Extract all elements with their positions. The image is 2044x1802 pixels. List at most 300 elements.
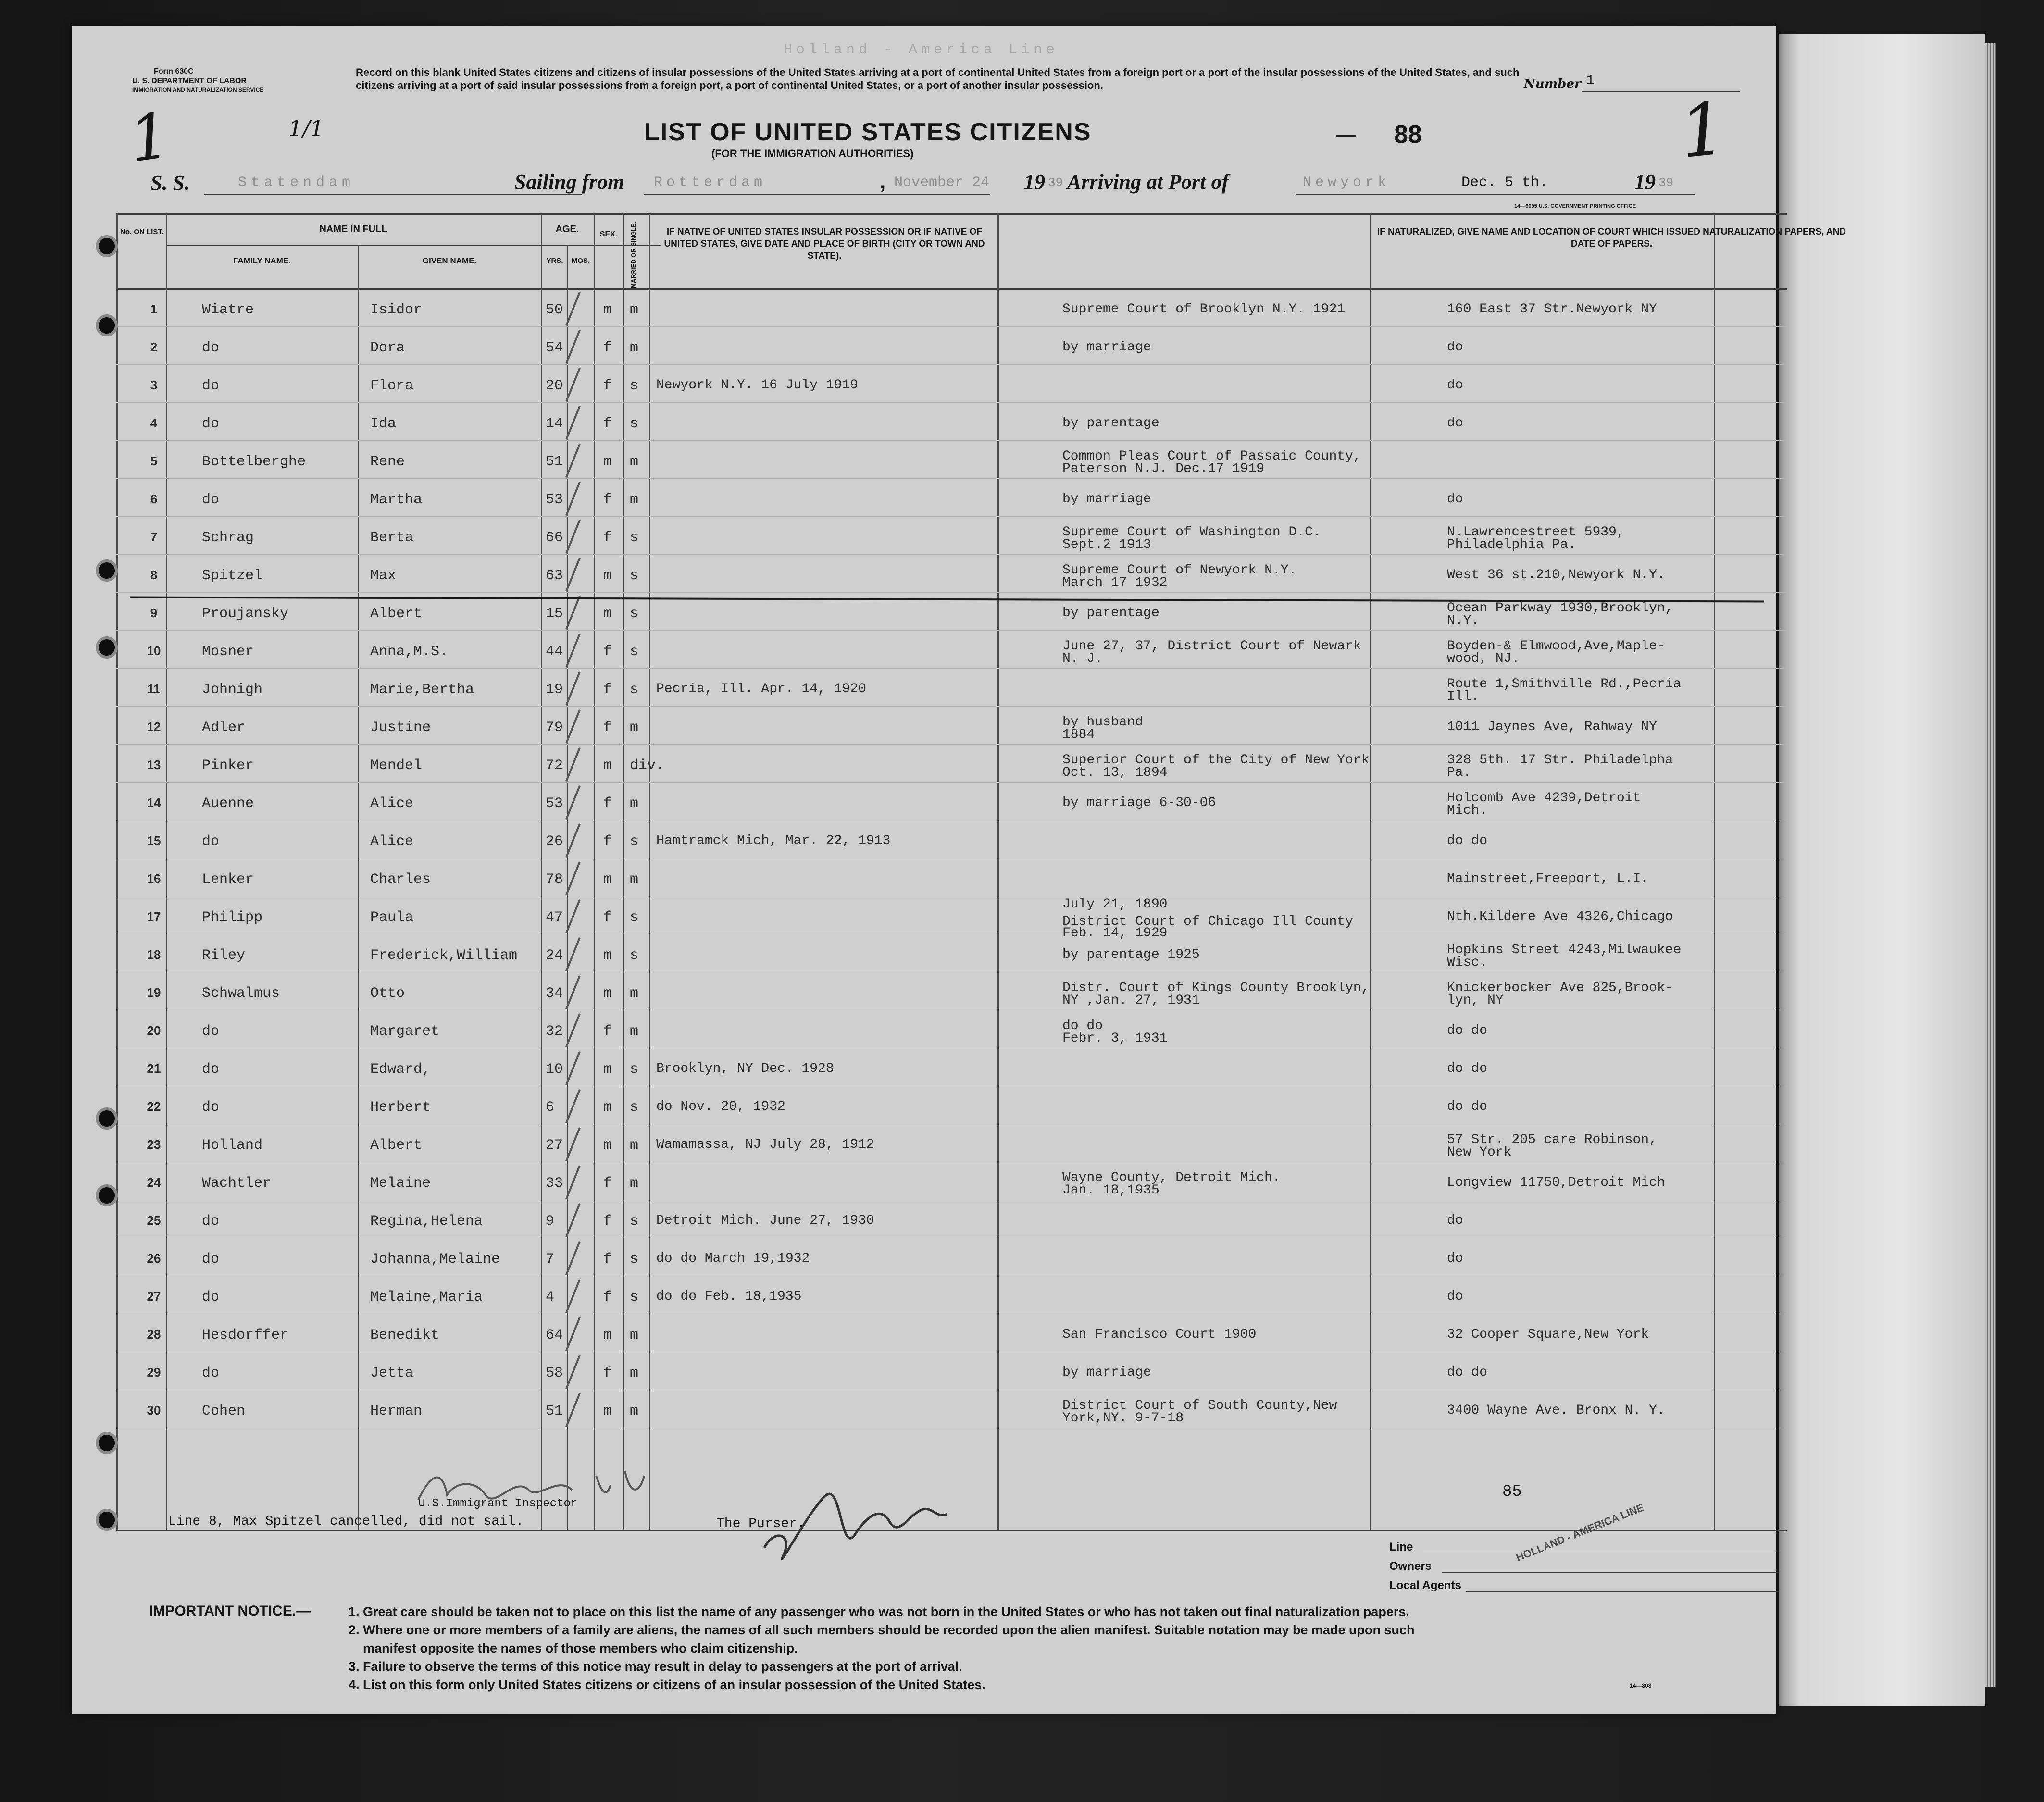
given-name: Edward, xyxy=(370,1061,431,1078)
page-title: LIST OF UNITED STATES CITIZENS xyxy=(644,118,1092,146)
given-name: Melaine xyxy=(370,1175,431,1192)
sex: m xyxy=(603,606,612,622)
line-label: Line xyxy=(1389,1541,1413,1553)
row-number: 28 xyxy=(147,1327,161,1342)
form-id: Form 630C xyxy=(154,67,194,75)
notice-2-cont: manifest opposite the names of those members who claim citizenship. xyxy=(363,1641,798,1655)
number-value: 1 xyxy=(1586,73,1595,88)
page-subtitle: (FOR THE IMMIGRATION AUTHORITIES) xyxy=(711,148,914,160)
row-number: 10 xyxy=(147,644,161,658)
arrival-year: 39 xyxy=(1658,175,1674,190)
col-line-family xyxy=(358,245,359,1530)
sex: f xyxy=(603,833,612,850)
age-years: 66 xyxy=(546,530,563,546)
sex: f xyxy=(603,720,612,736)
age-years: 63 xyxy=(546,568,563,584)
family-name: do xyxy=(202,1061,220,1078)
address: Ocean Parkway 1930,Brooklyn, xyxy=(1447,601,1673,616)
naturalization-info: July 21, 1890 xyxy=(1062,897,1168,912)
row-number: 24 xyxy=(147,1175,161,1190)
birth-info: Newyork N.Y. 16 July 1919 xyxy=(656,378,859,393)
given-name: Albert xyxy=(370,606,423,622)
row-number: 1 xyxy=(150,302,158,316)
sailing-date: November 24 xyxy=(894,174,990,191)
agents-label: Local Agents xyxy=(1389,1579,1461,1592)
naturalization-info: by parentage 1925 xyxy=(1062,947,1200,962)
naturalization-info: San Francisco Court 1900 xyxy=(1062,1327,1257,1342)
family-name: Hesdorffer xyxy=(202,1327,289,1343)
sex: f xyxy=(603,416,612,432)
marital-status: m xyxy=(630,492,639,508)
marital-status: s xyxy=(630,833,639,850)
family-name: Adler xyxy=(202,720,246,736)
age-years: 44 xyxy=(546,644,563,660)
col-line-left xyxy=(116,213,118,1530)
row-separator xyxy=(116,440,1787,441)
row-number: 4 xyxy=(150,416,158,430)
sex: m xyxy=(603,1099,612,1116)
inspector-label: U.S.Immigrant Inspector xyxy=(418,1497,578,1510)
naturalization-info: June 27, 37, District Court of Newark xyxy=(1062,639,1361,654)
marital-status: div. xyxy=(630,758,665,774)
naturalization-info-2: Oct. 13, 1894 xyxy=(1062,765,1168,780)
row-separator xyxy=(116,668,1787,669)
sailing-underline xyxy=(644,194,990,195)
sex: m xyxy=(603,1327,612,1343)
address-2: Philadelphia Pa. xyxy=(1447,537,1576,552)
row-number: 30 xyxy=(147,1403,161,1417)
arriving-label: Arriving at Port of xyxy=(1067,170,1229,194)
age-years: 51 xyxy=(546,1403,563,1419)
given-name: Marie,Bertha xyxy=(370,682,474,698)
notice-4: 4. List on this form only United States citizens or citizens of an insular possession of the United States. xyxy=(349,1678,985,1692)
notice-title: IMPORTANT NOTICE.— xyxy=(149,1603,311,1619)
marital-status: m xyxy=(630,1137,639,1154)
row-separator xyxy=(116,706,1787,707)
address: Knickerbocker Ave 825,Brook- xyxy=(1447,981,1673,995)
naturalization-info-2: NY ,Jan. 27, 1931 xyxy=(1062,993,1200,1008)
sex: m xyxy=(603,1403,612,1419)
age-years: 15 xyxy=(546,606,563,622)
col-sex: SEX. xyxy=(599,230,618,238)
family-name: do xyxy=(202,340,220,356)
family-name: do xyxy=(202,1023,220,1040)
age-years: 54 xyxy=(546,340,563,356)
col-line-sex xyxy=(623,213,624,1530)
sex: m xyxy=(603,871,612,888)
family-name: Cohen xyxy=(202,1403,246,1419)
given-name: Melaine,Maria xyxy=(370,1289,483,1305)
sex: f xyxy=(603,1213,612,1230)
col-line-nat xyxy=(1370,213,1371,1530)
naturalization-info-2: District Court of Chicago Ill County xyxy=(1062,914,1353,929)
ss-label: S. S. xyxy=(150,171,190,195)
given-name: Margaret xyxy=(370,1023,440,1040)
address: 32 Cooper Square,New York xyxy=(1447,1327,1649,1342)
marital-status: m xyxy=(630,1175,639,1192)
address: do xyxy=(1447,340,1463,355)
form-code: 14—808 xyxy=(1630,1682,1652,1689)
given-name: Benedikt xyxy=(370,1327,440,1343)
col-line-given xyxy=(541,213,542,1530)
col-line-married xyxy=(649,213,650,1530)
purser-label: The Purser. xyxy=(716,1516,805,1531)
marital-status: s xyxy=(630,530,639,546)
family-name: Pinker xyxy=(202,758,254,774)
sailing-label: Sailing from xyxy=(514,170,624,194)
naturalization-info-2: York,NY. 9-7-18 xyxy=(1062,1411,1184,1426)
row-number: 26 xyxy=(147,1251,161,1266)
row-separator xyxy=(116,516,1787,517)
row-number: 6 xyxy=(150,492,158,506)
family-name: Bottelberghe xyxy=(202,454,306,470)
sex: f xyxy=(603,909,612,926)
notice-1: 1. Great care should be taken not to place on this list the name of any passenger who was not born in the United States or who has not taken out final naturalization papers. xyxy=(349,1604,1409,1619)
row-number: 8 xyxy=(150,568,158,582)
age-years: 10 xyxy=(546,1061,563,1078)
row-number: 17 xyxy=(147,909,161,924)
list-number: 88 xyxy=(1394,121,1422,149)
given-name: Johanna,Melaine xyxy=(370,1251,500,1268)
sex: m xyxy=(603,1061,612,1078)
age-years: 51 xyxy=(546,454,563,470)
family-name: Johnigh xyxy=(202,682,263,698)
punch-hole xyxy=(99,562,115,579)
row-number: 3 xyxy=(150,378,158,392)
row-separator xyxy=(116,402,1787,403)
col-naturalized: IF NATURALIZED, GIVE NAME AND LOCATION OF COURT WHICH ISSUED NATURALIZATION PAPERS, AND DATE OF PAPERS. xyxy=(1377,227,1846,249)
address: do xyxy=(1447,492,1463,507)
row-number: 23 xyxy=(147,1137,161,1152)
age-years: 4 xyxy=(546,1289,555,1305)
row-number: 2 xyxy=(150,340,158,354)
sailing-port: Rotterdam xyxy=(654,174,767,191)
given-name: Herbert xyxy=(370,1099,431,1116)
marital-status: s xyxy=(630,416,639,432)
col-yrs: YRS. xyxy=(546,257,563,265)
naturalization-info: by marriage xyxy=(1062,340,1151,355)
address-2: wood, NJ. xyxy=(1447,651,1520,666)
naturalization-info: Wayne County, Detroit Mich. xyxy=(1062,1170,1281,1185)
address-2: Pa. xyxy=(1447,765,1471,780)
address: 1011 Jaynes Ave, Rahway NY xyxy=(1447,720,1657,734)
naturalization-info: by husband xyxy=(1062,715,1144,730)
age-years: 27 xyxy=(546,1137,563,1154)
cancel-note: Line 8, Max Spitzel cancelled, did not sail. xyxy=(168,1514,524,1529)
marital-status: m xyxy=(630,1023,639,1040)
family-name: Lenker xyxy=(202,871,254,888)
instructions-text: Record on this blank United States citizens and citizens of insular possessions of the United States arriving at a port of continental United States from a foreign port or a port of the insular possessions of the United States, and such citizens arriving at a port of said insular possessions from a foreign port, a port of continental United States, or a port of another insular possession. xyxy=(356,66,1520,91)
age-years: 20 xyxy=(546,378,563,394)
address: do do xyxy=(1447,1061,1488,1076)
marital-status: m xyxy=(630,454,639,470)
arrival-year-prefix: 19 xyxy=(1634,170,1656,194)
birth-info: Pecria, Ill. Apr. 14, 1920 xyxy=(656,682,866,696)
address: do do xyxy=(1447,1099,1488,1114)
manifest-page xyxy=(72,26,1846,1714)
family-name: do xyxy=(202,1251,220,1268)
row-separator xyxy=(116,364,1787,365)
family-name: Wachtler xyxy=(202,1175,272,1192)
notice-2: 2. Where one or more members of a family are aliens, the names of all such members should be recorded upon the alien manifest. Suitable notation may be made upon such xyxy=(349,1623,1415,1637)
punch-hole xyxy=(99,1110,115,1127)
marital-status: m xyxy=(630,720,639,736)
owners-underline xyxy=(1442,1572,1779,1573)
sex: m xyxy=(603,985,612,1002)
age-years: 6 xyxy=(546,1099,555,1116)
family-name: Spitzel xyxy=(202,568,263,584)
family-name: do xyxy=(202,416,220,432)
sex: f xyxy=(603,795,612,812)
family-name: Schrag xyxy=(202,530,254,546)
given-name: Regina,Helena xyxy=(370,1213,483,1230)
table-top-rule xyxy=(116,213,1787,215)
row-number: 21 xyxy=(147,1061,161,1076)
sex: f xyxy=(603,1289,612,1305)
family-name: do xyxy=(202,492,220,508)
address-2: lyn, NY xyxy=(1447,993,1504,1008)
naturalization-info-2: March 17 1932 xyxy=(1062,575,1168,590)
address: Route 1,Smithville Rd.,Pecria xyxy=(1447,677,1682,692)
row-number: 29 xyxy=(147,1365,161,1379)
col-no: No. ON LIST. xyxy=(120,228,163,236)
address: do xyxy=(1447,416,1463,431)
birth-info: Wamamassa, NJ July 28, 1912 xyxy=(656,1137,874,1152)
service: IMMIGRATION AND NATURALIZATION SERVICE xyxy=(132,87,264,93)
family-name: Holland xyxy=(202,1137,263,1154)
punch-hole xyxy=(99,1435,115,1451)
naturalization-info-3: Feb. 14, 1929 xyxy=(1062,926,1168,941)
row-number: 18 xyxy=(147,947,161,962)
hand-mark-small: 1/1 xyxy=(288,115,324,141)
given-name: Mendel xyxy=(370,758,423,774)
dash-mark xyxy=(1336,135,1356,137)
family-name: Wiatre xyxy=(202,302,254,318)
given-name: Berta xyxy=(370,530,414,546)
hand-mark-right: 1 xyxy=(1676,87,1731,175)
sex: f xyxy=(603,1365,612,1381)
marital-status: m xyxy=(630,985,639,1002)
naturalization-info-2: N. J. xyxy=(1062,651,1103,666)
address: do do xyxy=(1447,1023,1488,1038)
family-name: do xyxy=(202,1289,220,1305)
owners-label: Owners xyxy=(1389,1560,1432,1573)
row-number: 5 xyxy=(150,454,158,468)
adjacent-pages-edge xyxy=(1779,34,1985,1706)
notice-3: 3. Failure to observe the terms of this notice may result in delay to passengers at the port of arrival. xyxy=(349,1659,962,1674)
naturalization-info: by marriage xyxy=(1062,492,1151,507)
given-name: Martha xyxy=(370,492,423,508)
sex: m xyxy=(603,1137,612,1154)
address: do xyxy=(1447,1213,1463,1228)
row-number: 13 xyxy=(147,758,161,772)
sailing-year: 39 xyxy=(1048,175,1063,190)
marital-status: s xyxy=(630,947,639,964)
given-name: Isidor xyxy=(370,302,423,318)
birth-info: Hamtramck Mich, Mar. 22, 1913 xyxy=(656,833,891,848)
age-years: 33 xyxy=(546,1175,563,1192)
family-name: Philipp xyxy=(202,909,263,926)
marital-status: s xyxy=(630,1213,639,1230)
punch-hole xyxy=(99,639,115,656)
naturalization-info: Supreme Court of Newyork N.Y. xyxy=(1062,563,1297,578)
col-family: FAMILY NAME. xyxy=(233,256,291,265)
marital-status: m xyxy=(630,795,639,812)
naturalization-info: do do xyxy=(1062,1019,1103,1033)
sex: m xyxy=(603,454,612,470)
arrival-port: Newyork xyxy=(1303,174,1391,191)
marital-status: m xyxy=(630,1327,639,1343)
naturalization-info: by parentage xyxy=(1062,416,1159,431)
punch-hole xyxy=(99,238,115,254)
marital-status: s xyxy=(630,1289,639,1305)
naturalization-info-2: Febr. 3, 1931 xyxy=(1062,1031,1168,1046)
row-number: 15 xyxy=(147,833,161,848)
given-name: Rene xyxy=(370,454,405,470)
punch-hole xyxy=(99,317,115,334)
sex: f xyxy=(603,492,612,508)
family-name: do xyxy=(202,833,220,850)
age-years: 72 xyxy=(546,758,563,774)
address: 328 5th. 17 Str. Philadelpha xyxy=(1447,753,1673,768)
sex: m xyxy=(603,302,612,318)
age-years: 34 xyxy=(546,985,563,1002)
given-name: Jetta xyxy=(370,1365,414,1381)
age-years: 9 xyxy=(546,1213,555,1230)
col-line-addr xyxy=(1714,213,1715,1530)
age-years: 7 xyxy=(546,1251,555,1268)
age-years: 58 xyxy=(546,1365,563,1381)
family-name: do xyxy=(202,1213,220,1230)
marital-status: s xyxy=(630,1099,639,1116)
given-name: Flora xyxy=(370,378,414,394)
given-name: Anna,M.S. xyxy=(370,644,449,660)
address: do do xyxy=(1447,833,1488,848)
marital-status: m xyxy=(630,302,639,318)
address: Longview 11750,Detroit Mich xyxy=(1447,1175,1665,1190)
sex: f xyxy=(603,340,612,356)
marital-status: m xyxy=(630,340,639,356)
punch-hole xyxy=(99,1512,115,1528)
col-line-mos xyxy=(594,213,595,1530)
family-name: Schwalmus xyxy=(202,985,280,1002)
marital-status: m xyxy=(630,871,639,888)
address: do do xyxy=(1447,1365,1488,1380)
row-number: 9 xyxy=(150,606,158,620)
naturalization-info: Distr. Court of Kings County Brooklyn, xyxy=(1062,981,1370,995)
row-number: 7 xyxy=(150,530,158,544)
marital-status: s xyxy=(630,606,639,622)
marital-status: s xyxy=(630,1251,639,1268)
page-count: 85 xyxy=(1502,1483,1522,1501)
row-separator xyxy=(116,478,1787,479)
address-2: N.Y. xyxy=(1447,613,1480,628)
age-years: 26 xyxy=(546,833,563,850)
age-years: 53 xyxy=(546,795,563,812)
address: N.Lawrencestreet 5939, xyxy=(1447,525,1625,540)
family-name: Proujansky xyxy=(202,606,289,622)
ship-name: Statendam xyxy=(238,174,355,191)
col-mos: MOS. xyxy=(571,257,590,265)
col-birth: IF NATIVE OF UNITED STATES INSULAR POSSESSION OR IF NATIVE OF UNITED STATES, GIVE DATE AND PLACE OF BIRTH (CITY OR TOWN AND STATE). xyxy=(664,227,985,261)
row-number: 27 xyxy=(147,1289,161,1304)
given-name: Herman xyxy=(370,1403,423,1419)
sex: m xyxy=(603,947,612,964)
naturalization-info-2: Sept.2 1913 xyxy=(1062,537,1151,552)
marital-status: s xyxy=(630,378,639,394)
sex: f xyxy=(603,378,612,394)
holland-america-stamp: Holland - America Line xyxy=(784,42,1059,58)
address: 3400 Wayne Ave. Bronx N. Y. xyxy=(1447,1403,1665,1418)
address: Hopkins Street 4243,Milwaukee xyxy=(1447,943,1682,957)
row-separator xyxy=(116,554,1787,555)
naturalization-info-2: Jan. 18,1935 xyxy=(1062,1183,1159,1198)
agents-underline xyxy=(1466,1591,1779,1592)
naturalization-info: District Court of South County,New xyxy=(1062,1398,1337,1413)
punch-hole xyxy=(99,1187,115,1204)
row-number: 20 xyxy=(147,1023,161,1038)
col-given: GIVEN NAME. xyxy=(422,256,477,265)
purser-signature xyxy=(755,1476,957,1572)
address-2: Ill. xyxy=(1447,689,1480,704)
birth-info: Detroit Mich. June 27, 1930 xyxy=(656,1213,874,1228)
birth-info: Brooklyn, NY Dec. 1928 xyxy=(656,1061,834,1076)
department: U. S. DEPARTMENT OF LABOR xyxy=(132,77,247,85)
sailing-year-prefix: 19 xyxy=(1024,170,1045,194)
address: do xyxy=(1447,1289,1463,1304)
address: 160 East 37 Str.Newyork NY xyxy=(1447,302,1657,317)
row-number: 19 xyxy=(147,985,161,1000)
naturalization-info-2: Paterson N.J. Dec.17 1919 xyxy=(1062,461,1265,476)
given-name: Dora xyxy=(370,340,405,356)
inspector-handwriting xyxy=(413,1461,654,1514)
age-years: 19 xyxy=(546,682,563,698)
address: Holcomb Ave 4239,Detroit xyxy=(1447,791,1641,806)
given-name: Frederick,William xyxy=(370,947,518,964)
naturalization-info-2: 1884 xyxy=(1062,727,1095,742)
given-name: Albert xyxy=(370,1137,423,1154)
family-name: do xyxy=(202,1365,220,1381)
col-name-in-full: NAME IN FULL xyxy=(319,224,387,235)
age-years: 14 xyxy=(546,416,563,432)
sex: m xyxy=(603,568,612,584)
given-name: Otto xyxy=(370,985,405,1002)
row-separator xyxy=(116,630,1787,631)
family-name: Riley xyxy=(202,947,246,964)
row-number: 22 xyxy=(147,1099,161,1114)
naturalization-info: Common Pleas Court of Passaic County, xyxy=(1062,449,1361,464)
given-name: Justine xyxy=(370,720,431,736)
age-years: 50 xyxy=(546,302,563,318)
col-married: MARRIED OR SINGLE. xyxy=(630,221,637,288)
marital-status: m xyxy=(630,1403,639,1419)
birth-info: do do March 19,1932 xyxy=(656,1251,810,1266)
family-name: do xyxy=(202,1099,220,1116)
address: Mainstreet,Freeport, L.I. xyxy=(1447,871,1649,886)
hand-mark-left: 1 xyxy=(125,98,174,177)
address-2: Wisc. xyxy=(1447,955,1488,970)
arrival-date: Dec. 5 th. xyxy=(1461,174,1548,191)
col-age: AGE. xyxy=(555,224,579,235)
row-separator xyxy=(116,326,1787,327)
birth-info: do Nov. 20, 1932 xyxy=(656,1099,785,1114)
naturalization-info: by marriage 6-30-06 xyxy=(1062,795,1216,810)
holland-america-stamp-footer: HOLLAND - AMERICA LINE xyxy=(1514,1501,1646,1564)
sex: f xyxy=(603,1251,612,1268)
given-name: Alice xyxy=(370,833,414,850)
given-name: Max xyxy=(370,568,397,584)
inspector-signature: ⁠ xyxy=(369,1478,371,1505)
